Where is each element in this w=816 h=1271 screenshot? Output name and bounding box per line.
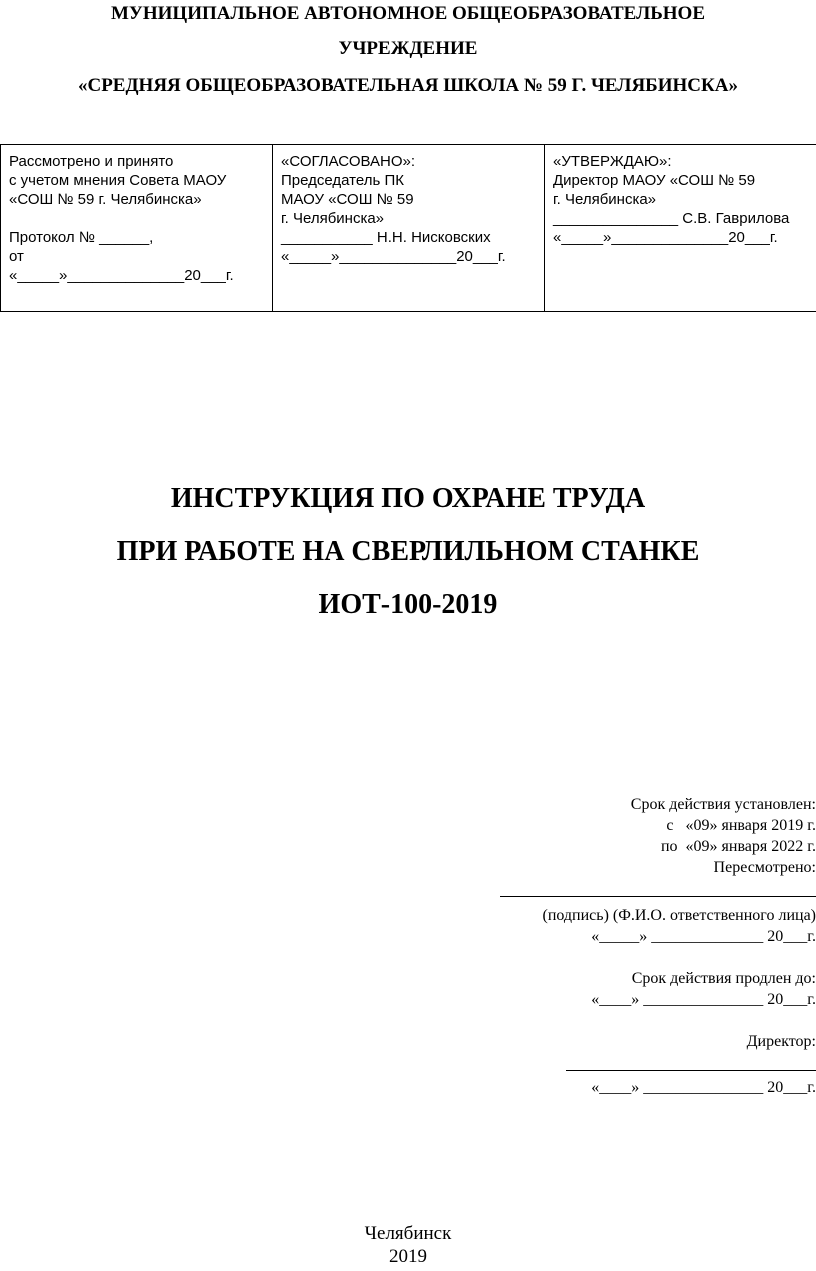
- validity-block: [486, 794, 816, 1098]
- approved-line-3: г. Челябинска»: [553, 191, 657, 208]
- approved-cell: [545, 145, 816, 312]
- footer-city: Челябинск: [364, 1223, 452, 1244]
- extended-date: «____» _______________ 20___г.: [591, 991, 816, 1008]
- document-footer: [0, 1222, 816, 1268]
- approved-signature: _______________ С.В. Гаврилова: [553, 210, 790, 227]
- director-signature-line: [566, 1052, 816, 1071]
- header-line-1: МУНИЦИПАЛЬНОЕ АВТОНОМНОЕ ОБЩЕОБРАЗОВАТЕЛЬНОЕ: [110, 3, 706, 24]
- agreed-line-1: «СОГЛАСОВАНО»:: [281, 153, 416, 170]
- agreed-cell: [273, 145, 545, 312]
- director-date: «____» _______________ 20___г.: [591, 1079, 816, 1096]
- signature-caption: (подпись) (Ф.И.О. ответственного лица): [542, 907, 816, 924]
- validity-to: по «09» января 2022 г.: [660, 838, 816, 855]
- agreed-line-3: МАОУ «СОШ № 59: [281, 191, 414, 208]
- protocol-number: Протокол № ______,: [9, 229, 154, 246]
- header-line-3: «СРЕДНЯЯ ОБЩЕОБРАЗОВАТЕЛЬНАЯ ШКОЛА № 59 Г. ЧЕЛЯБИНСКА»: [77, 75, 739, 96]
- considered-date: «_____»______________20___г.: [9, 267, 234, 284]
- footer-year: 2019: [389, 1246, 427, 1267]
- approved-line-2: Директор МАОУ «СОШ № 59: [553, 172, 756, 189]
- validity-established: Срок действия установлен:: [630, 796, 816, 813]
- agreed-signature: ___________ Н.Н. Нисковских: [281, 229, 491, 246]
- header-line-2: УЧРЕЖДЕНИЕ: [338, 38, 478, 59]
- agreed-line-2: Председатель ПК: [281, 172, 404, 189]
- considered-cell: [1, 145, 273, 312]
- agreed-line-4: г. Челябинска»: [281, 210, 385, 227]
- title-line-3: ИОТ-100-2019: [318, 589, 498, 620]
- title-line-1: ИНСТРУКЦИЯ ПО ОХРАНЕ ТРУДА: [170, 483, 646, 514]
- approved-line-1: «УТВЕРЖДАЮ»:: [553, 153, 672, 170]
- validity-extended: Срок действия продлен до:: [631, 970, 816, 987]
- approvals-table: [0, 144, 816, 312]
- protocol-from: от: [9, 248, 24, 265]
- title-line-2: ПРИ РАБОТЕ НА СВЕРЛИЛЬНОМ СТАНКЕ: [116, 536, 700, 567]
- approved-date: «_____»______________20___г.: [553, 229, 778, 246]
- considered-line-2: с учетом мнения Совета МАОУ: [9, 172, 227, 189]
- validity-revised: Пересмотрено:: [713, 859, 816, 876]
- revised-date: «_____» ______________ 20___г.: [591, 928, 816, 945]
- validity-from: с «09» января 2019 г.: [666, 817, 816, 834]
- signature-line: [500, 878, 816, 897]
- considered-line-1: Рассмотрено и принято: [9, 153, 174, 170]
- agreed-date: «_____»______________20___г.: [281, 248, 506, 265]
- considered-line-3: «СОШ № 59 г. Челябинска»: [9, 191, 202, 208]
- director-label: Директор:: [746, 1033, 816, 1050]
